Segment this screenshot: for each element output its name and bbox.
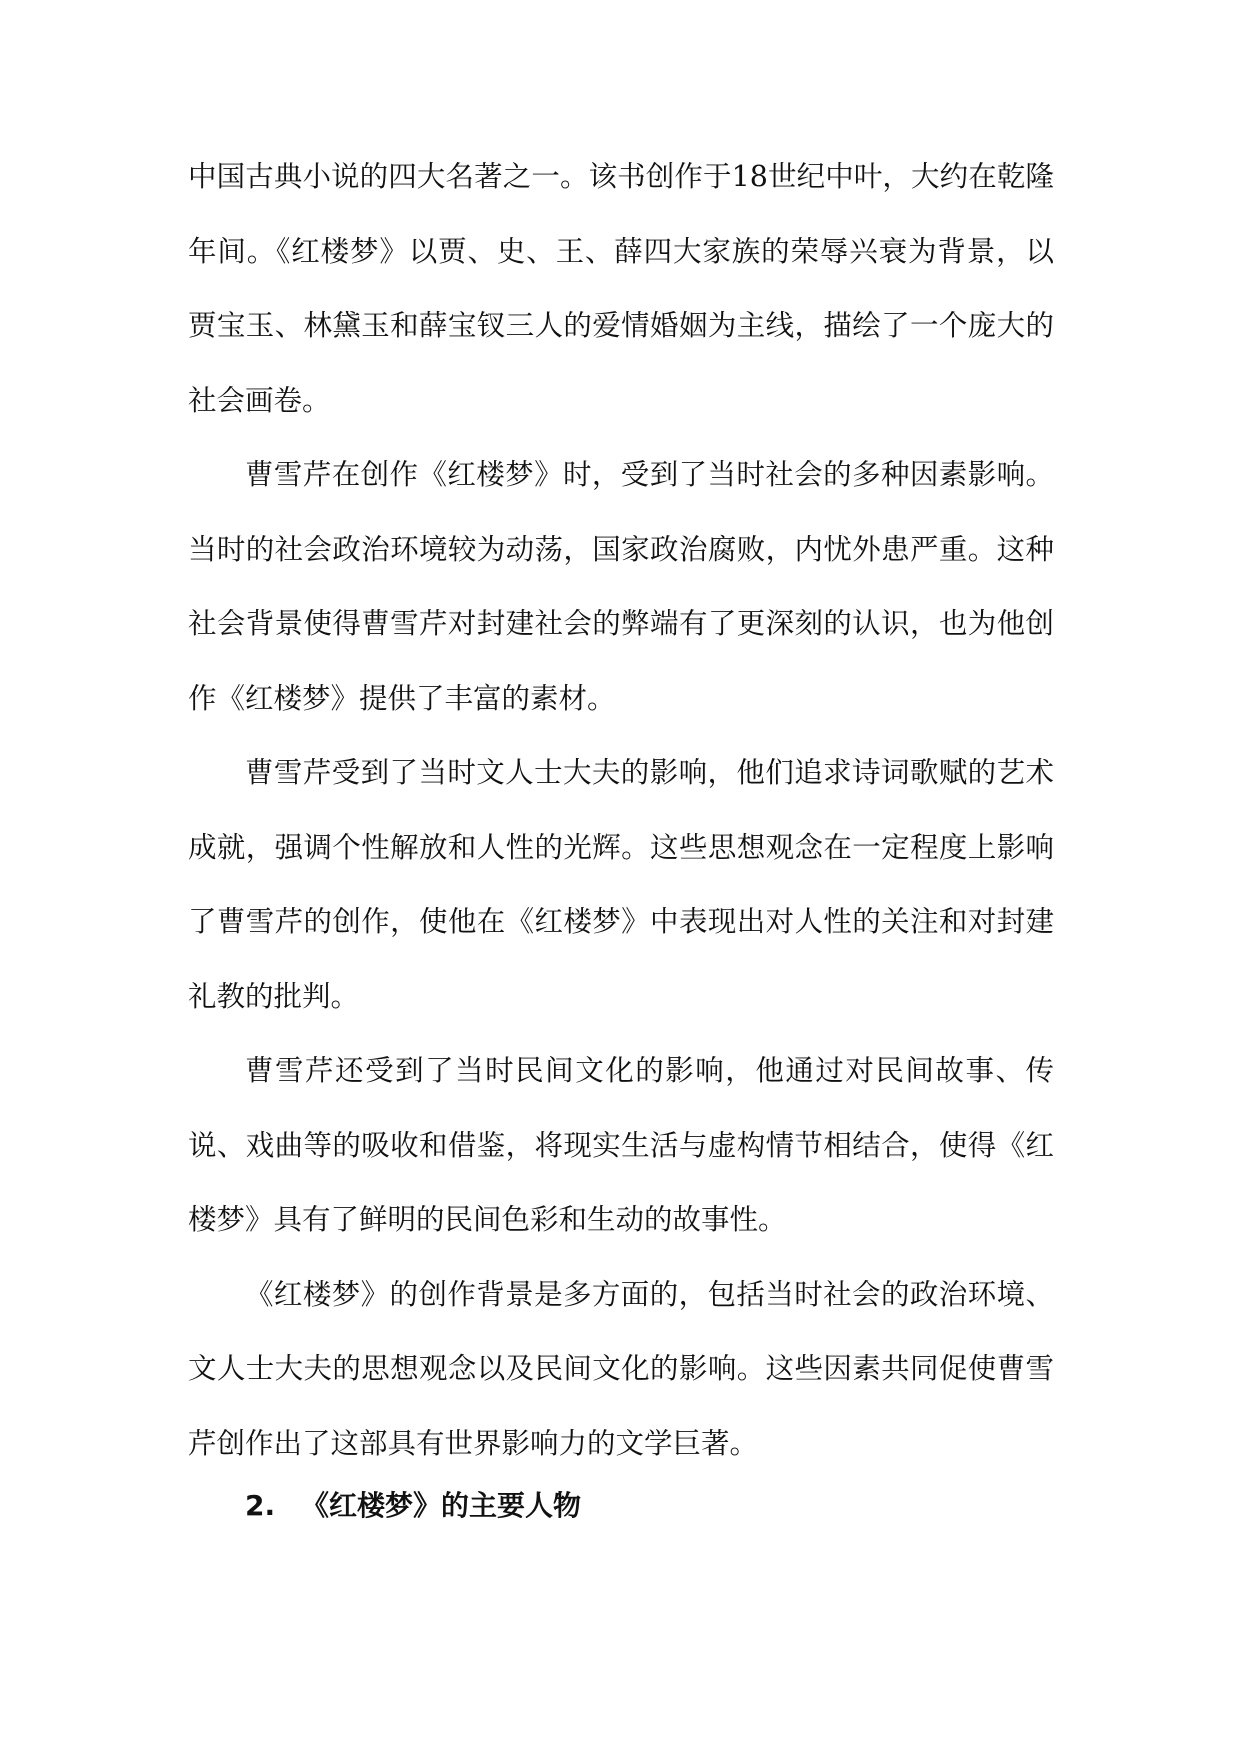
- section-number: 2.: [245, 1489, 276, 1522]
- body-text: [188, 140, 1054, 1481]
- paragraph-5: 《红楼梦》的创作背景是多方面的，包括当时社会的政治环境、文人士大夫的思想观念以及民间文化的影响。这些因素共同促使曹雪芹创作出了这部具有世界影响力的文学巨著。: [188, 1277, 1054, 1460]
- paragraph-3: 曹雪芹受到了当时文人士大夫的影响，他们追求诗词歌赋的艺术成就，强调个性解放和人性的光辉。这些思想观念在一定程度上影响了曹雪芹的创作，使他在《红楼梦》中表现出对人性的关注和对封建礼教的批判。: [188, 756, 1054, 1013]
- section-title: 《红楼梦》的主要人物: [301, 1489, 582, 1522]
- paragraph-1: 中国古典小说的四大名著之一。该书创作于18世纪中叶，大约在乾隆年间。《红楼梦》以贾、史、王、薛四大家族的荣辱兴衰为背景，以贾宝玉、林黛玉和薛宝钗三人的爱情婚姻为主线，描绘了一个庞大的社会画卷。: [188, 160, 1054, 417]
- paragraph-4: 曹雪芹还受到了当时民间文化的影响，他通过对民间故事、传说、戏曲等的吸收和借鉴，将现实生活与虚构情节相结合，使得《红楼梦》具有了鲜明的民间色彩和生动的故事性。: [188, 1054, 1054, 1236]
- section-heading: [245, 1476, 581, 1536]
- paragraph-2: 曹雪芹在创作《红楼梦》时，受到了当时社会的多种因素影响。当时的社会政治环境较为动荡，国家政治腐败，内忧外患严重。这种社会背景使得曹雪芹对封建社会的弊端有了更深刻的认识，也为他创作《红楼梦》提供了丰富的素材。: [188, 458, 1054, 715]
